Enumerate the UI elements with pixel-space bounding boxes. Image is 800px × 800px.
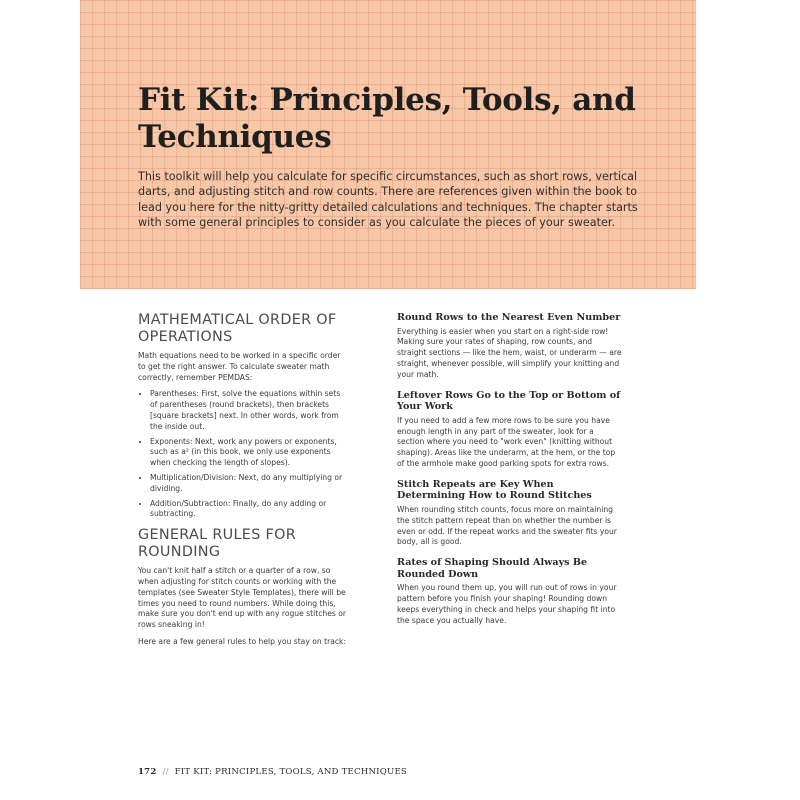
section-paragraph: You can't knit half a stitch or a quarter of a row, so when adjusting for stitch counts or working with the templates (see Sweater Style Templates), there will be times you need to round numbers. While doing this, make sure you don't end up with any rogue stitches or rows sneaking in! — [138, 566, 347, 630]
right-column — [397, 312, 623, 636]
rule-text: If you need to add a few more rows to be sure you have enough length in any part of the sweater, look for a section where you need to "work even" (knitting without shaping). Areas like the underarm, at the hem, or the top of the armhole make good parking spots for extra rows. — [397, 415, 616, 468]
chapter-header-band — [80, 0, 696, 289]
rule-heading: Rates of Shaping Should Always Be Rounded Down — [397, 557, 588, 580]
pemdas-list — [138, 389, 346, 520]
rule-block — [397, 557, 623, 626]
section-heading-order-of-operations: MATHEMATICAL ORDER OF OPERATIONS — [138, 312, 337, 345]
list-item: • Addition/Subtraction: Finally, do any adding or subtracting. — [150, 499, 346, 521]
rule-heading: Round Rows to the Nearest Even Number — [397, 312, 621, 323]
list-item: • Multiplication/Division: Next, do any multiplying or dividing. — [150, 473, 346, 495]
rule-text: When you round them up, you will run out of rows in your pattern before you finish your shaping! Rounding down keeps everything in check and helps your shaping fit into the space you actually have. — [397, 583, 617, 625]
chapter-intro: This toolkit will help you calculate for specific circumstances, such as short rows, vertical darts, and adjusting stitch and row counts. There are references given within the book to lead you here for the nitty-gritty detailed calculations and techniques. The chapter starts with some general principles to consider as you calculate the pieces of your sweater. — [138, 170, 638, 230]
section-paragraph: Math equations need to be worked in a specific order to get the right answer. To calculate sweater math correctly, remember PEMDAS: — [138, 351, 341, 382]
rule-block — [397, 312, 623, 381]
list-item: • Parentheses: First, solve the equations within sets of parentheses (round brackets), then brackets [square brackets] next. In other words, work from the inside out. — [150, 389, 346, 432]
list-item: • Exponents: Next, work any powers or exponents, such as a² (in this book, we only use exponents when checking the length of slopes). — [150, 437, 346, 469]
rule-block — [397, 479, 623, 548]
chapter-title: Fit Kit: Principles, Tools, and Techniques — [138, 82, 636, 155]
rule-text: Everything is easier when you start on a right-side row! Making sure your rates of shaping, row counts, and straight sections — like the hem, waist, or underarm — are straight, whenever possible, will simplify your knitting and your math. — [397, 326, 622, 379]
running-title: FIT KIT: PRINCIPLES, TOOLS, AND TECHNIQUES — [174, 767, 408, 777]
page-number: 172 — [138, 767, 157, 777]
section-paragraph: Here are a few general rules to help you stay on track: — [138, 636, 347, 646]
left-column — [138, 312, 346, 654]
rule-heading: Stitch Repeats are Key When Determining How to Round Stitches — [397, 478, 592, 502]
section-heading-rounding-rules: GENERAL RULES FOR ROUNDING — [138, 527, 297, 561]
book-page — [80, 0, 696, 800]
rule-text: When rounding stitch counts, focus more on maintaining the stitch pattern repeat than on whether the number is even or odd. If the repeat works and the sweater fits your body, all is good. — [397, 504, 617, 547]
rule-heading: Leftover Rows Go to the Top or Bottom of Your Work — [397, 389, 621, 413]
page-footer — [138, 767, 638, 777]
rule-block — [397, 390, 623, 470]
footer-separator: // — [162, 767, 169, 777]
